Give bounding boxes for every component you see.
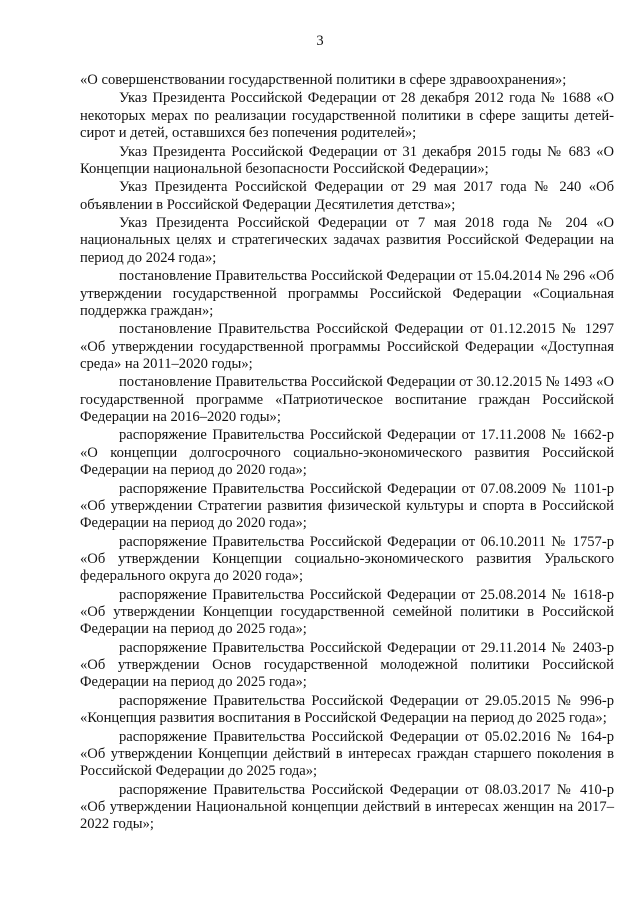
paragraph-order-1757: распоряжение Правительства Российской Федерации от 06.10.2011 № 1757-р «Об утверждении Концепции социально-экономического развития Уральского федерального округа до 2020 года»; (80, 533, 614, 585)
paragraph-resolution-296: постановление Правительства Российской Федерации от 15.04.2014 № 296 «Об утверждении государственной программы Российской Федерации «Социальная поддержка граждан»; (80, 268, 614, 319)
paragraph-decree-1688: Указ Президента Российской Федерации от 28 декабря 2012 года № 1688 «О некоторых мерах по реализации государственной политики в сфере защиты детей-сирот и детей, оставшихся без попечения родителей»; (80, 90, 614, 142)
paragraph-order-1662: распоряжение Правительства Российской Федерации от 17.11.2008 № 1662-р «О концепции долгосрочного социально-экономического развития Российской Федерации на период до 2020 года»; (80, 427, 614, 479)
paragraph-order-1101: распоряжение Правительства Российской Федерации от 07.08.2009 № 1101-р «Об утверждении Стратегии развития физической культуры и спорта в Российской Федерации на период до 2020 года»; (80, 480, 614, 532)
paragraph-order-2403: распоряжение Правительства Российской Федерации от 29.11.2014 № 2403-р «Об утверждении Основ государственной молодежной политики Российской Федерации на период до 2025 года»; (80, 639, 614, 691)
document-body (80, 72, 614, 835)
paragraph-order-410: распоряжение Правительства Российской Федерации от 08.03.2017 № 410-р «Об утверждении Национальной концепции действий в интересах женщин на 2017–2022 годы»; (80, 781, 614, 833)
paragraph-resolution-1493: постановление Правительства Российской Федерации от 30.12.2015 № 1493 «О государственной программе «Патриотическое воспитание граждан Российской Федерации на 2016–2020 годы»; (80, 374, 614, 425)
paragraph-order-1618: распоряжение Правительства Российской Федерации от 25.08.2014 № 1618-р «Об утверждении Концепции государственной семейной политики в Российской Федерации на период до 2025 года»; (80, 586, 614, 638)
paragraph-decree-240: Указ Президента Российской Федерации от 29 мая 2017 года № 240 «Об объявлении в Российской Федерации Десятилетия детства»; (80, 179, 614, 213)
page-number: 3 (316, 33, 324, 49)
paragraph-order-164: распоряжение Правительства Российской Федерации от 05.02.2016 № 164-р «Об утверждении Концепции действий в интересах граждан старшего поколения в Российской Федерации до 2025 года»; (80, 728, 614, 780)
paragraph-order-996: распоряжение Правительства Российской Федерации от 29.05.2015 № 996-р «Концепция развития воспитания в Российской Федерации на период до 2025 года»; (80, 692, 614, 727)
paragraph-decree-683: Указ Президента Российской Федерации от 31 декабря 2015 годы № 683 «О Концепции национальной безопасности Российской Федерации»; (80, 143, 614, 177)
paragraph-decree-204: Указ Президента Российской Федерации от 7 мая 2018 года № 204 «О национальных целях и стратегических задачах развития Российской Федерации на период до 2024 года»; (80, 215, 614, 266)
paragraph-continuation: «О совершенствовании государственной политики в сфере здравоохранения»; (80, 72, 567, 88)
paragraph-resolution-1297: постановление Правительства Российской Федерации от 01.12.2015 № 1297 «Об утверждении государственной программы Российской Федерации «Доступная среда» на 2011–2020 годы»; (80, 321, 614, 372)
